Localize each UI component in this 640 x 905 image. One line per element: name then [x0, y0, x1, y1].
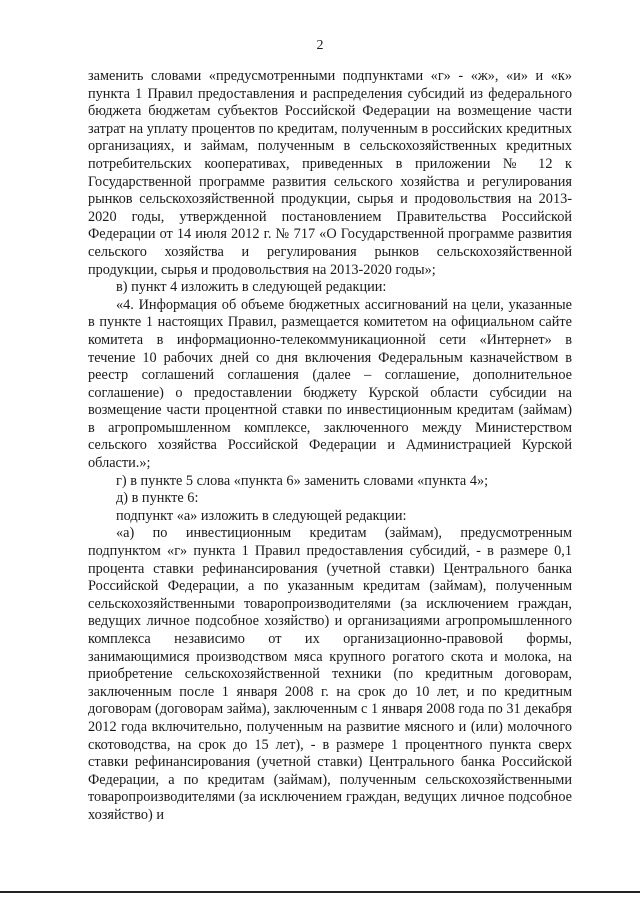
- page-number: 2: [316, 38, 324, 53]
- paragraph: подпункт «а» изложить в следующей редакции:: [116, 507, 407, 524]
- document-body: [88, 68, 572, 825]
- paragraph: «а) по инвестиционным кредитам (займам), предусмотренным подпунктом «г» пункта 1 Правил предоставления субсидий, - в размере 0,1 процента ставки рефинансирования (учетной ставки) Центрального банка Российской Федерации, а по указанным кредитам (займам), полученным сельскохозяйственными товаропроизводителями (за исключением граждан, ведущих личное подсобное хозяйство) и организациями агропромышленного комплекса независимо от их организационно-правовой формы, занимающимися производством мяса крупного рогатого скота и молока, на приобретение сельскохозяйственной техники (по кредитным договорам, заключенным после 1 января 2008 г. на срок до 10 лет, и по кредитным договорам (договорам займа), заключенным с 1 января 2008 года по 31 декабря 2012 года включительно, полученным на развитие мясного и (или) молочного скотоводства, на срок до 15 лет), - в размере 1 процентного пункта сверх ставки рефинансирования (учетной ставки) Центрального банка Российской Федерации, а по кредитам (займам), полученным сельскохозяйственными товаропроизводителями (за исключением граждан, ведущих личное подсобное хозяйство) и: [88, 525, 572, 823]
- paragraph: г) в пункте 5 слова «пункта 6» заменить словами «пункта 4»;: [116, 472, 489, 489]
- paragraph: «4. Информация об объеме бюджетных ассигнований на цели, указанные в пункте 1 настоящих Правил, размещается комитетом на официальном сайте комитета в информационно-телекоммуникационной сети «Интернет» в течение 10 рабочих дней со дня включения Федеральным казначейством в реестр соглашений соглашения (далее – соглашение, дополнительное соглашение) о предоставлении бюджету Курской области субсидии на возмещение части процентной ставки по инвестиционным кредитам (займам) в агропромышленном комплексе, заключенного между Министерством сельского хозяйства Российской Федерации и Администрацией Курской области.»;: [88, 296, 572, 472]
- paragraph: д) в пункте 6:: [116, 490, 199, 507]
- bottom-rule: [0, 891, 640, 893]
- paragraph: в) пункт 4 изложить в следующей редакции:: [116, 279, 387, 296]
- paragraph: заменить словами «предусмотренными подпунктами «г» - «ж», «и» и «к» пункта 1 Правил предоставления и распределения субсидий из федерального бюджета бюджетам субъектов Российской Федерации на возмещение части затрат на уплату процентов по кредитам, полученным в российских кредитных организациях, и займам, полученным в сельскохозяйственных кредитных потребительских кооперативах, приведенных в приложении № 12 к Государственной программе развития сельского хозяйства и регулирования рынков сельскохозяйственной продукции, сырья и продовольствия на 2013-2020 годы, утвержденной постановлением Правительства Российской Федерации от 14 июля 2012 г. № 717 «О Государственной программе развития сельского хозяйства и регулирования рынков сельскохозяйственной продукции, сырья и продовольствия на 2013-2020 годы»;: [88, 68, 572, 278]
